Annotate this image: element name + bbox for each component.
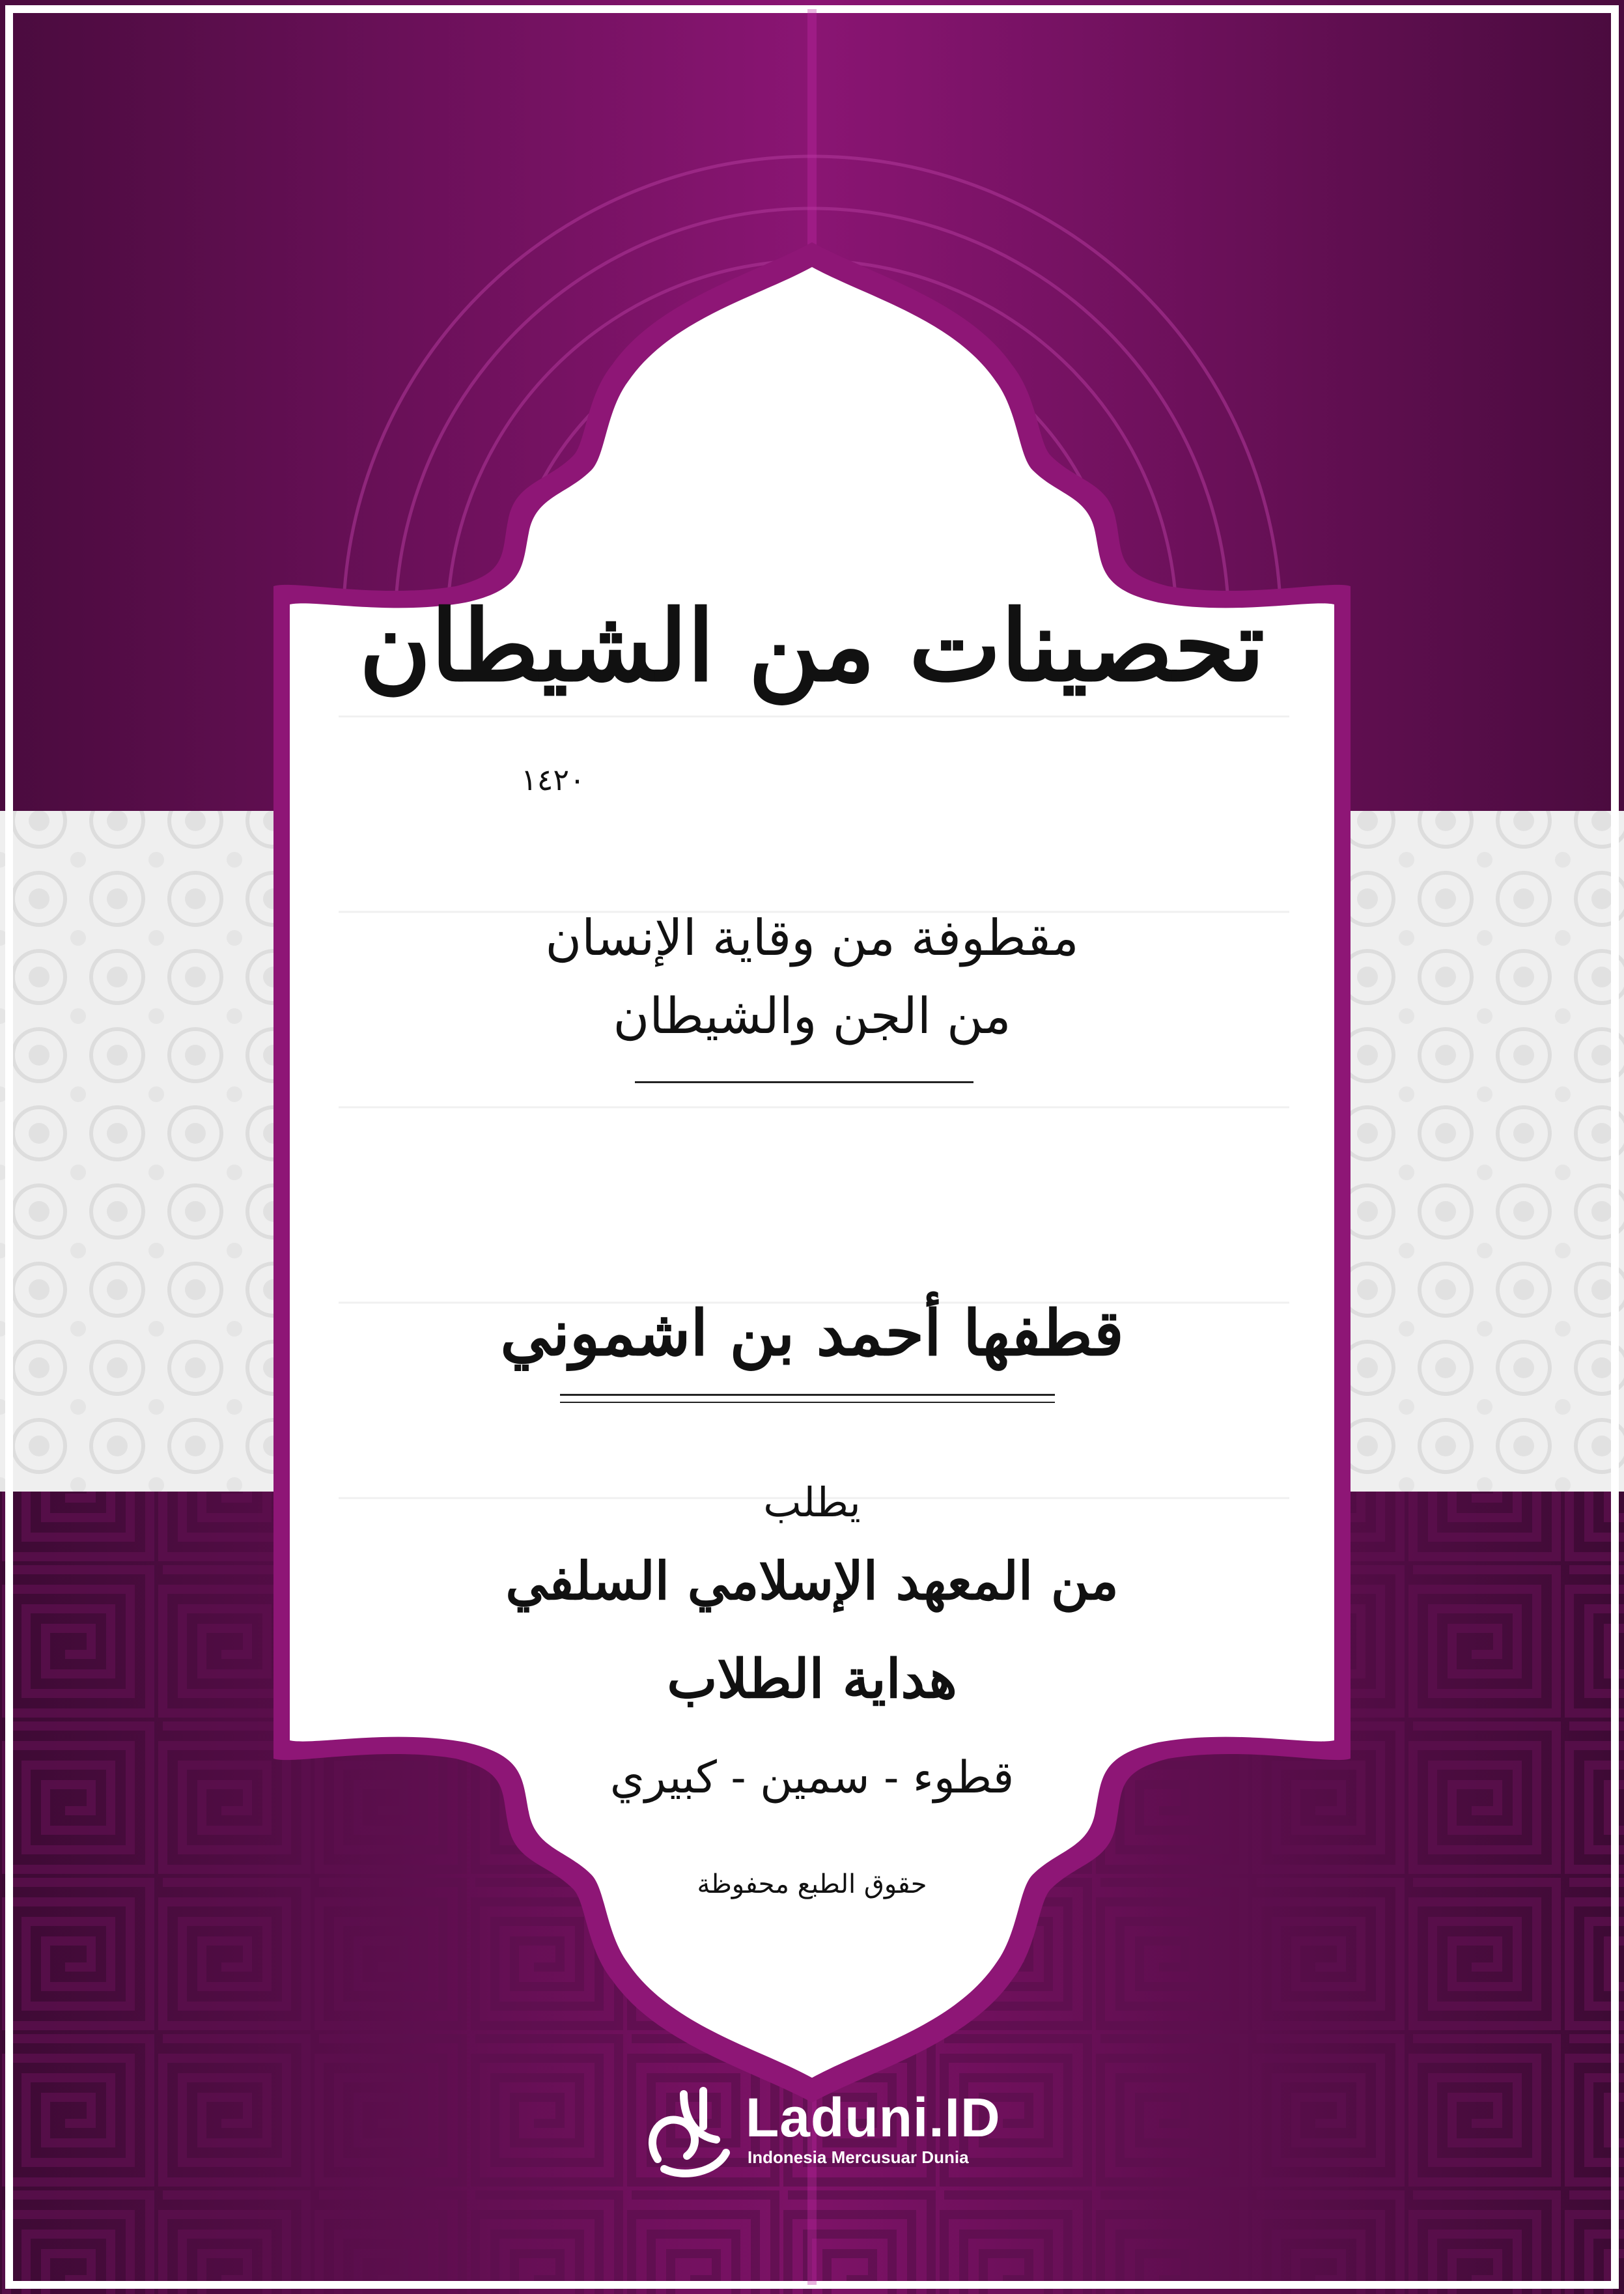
rights-notice: حقوق الطبع محفوظة <box>697 1869 927 1899</box>
laduni-calligraphy-icon <box>638 2081 736 2179</box>
publisher-line-4: قطوء - سمين - كبيري <box>609 1752 1015 1804</box>
subtitle-divider <box>635 1081 973 1083</box>
publisher-line-1: يطلب <box>763 1479 861 1526</box>
subtitle-line-2: من الجن والشيطان <box>613 987 1011 1045</box>
author-divider-top <box>560 1394 1055 1396</box>
book-author: قطفها أحمد بن اشموني <box>500 1296 1124 1370</box>
logo-tagline: Indonesia Mercusuar Dunia <box>748 2147 969 2167</box>
logo-name: Laduni.ID <box>746 2087 1001 2148</box>
laduni-logo <box>638 2081 1003 2179</box>
title-block <box>280 589 1344 703</box>
book-title: تحصينات من الشيطان <box>359 589 1265 703</box>
author-divider-bottom <box>560 1402 1055 1403</box>
subtitle-line-1: مقطوفة من وقاية الإنسان <box>545 909 1079 967</box>
publisher-line-2: من المعهد الإسلامي السلفي <box>505 1550 1119 1611</box>
book-year: ١٤٢٠ <box>521 762 585 797</box>
publisher-line-3: هداية الطلاب <box>667 1648 957 1710</box>
